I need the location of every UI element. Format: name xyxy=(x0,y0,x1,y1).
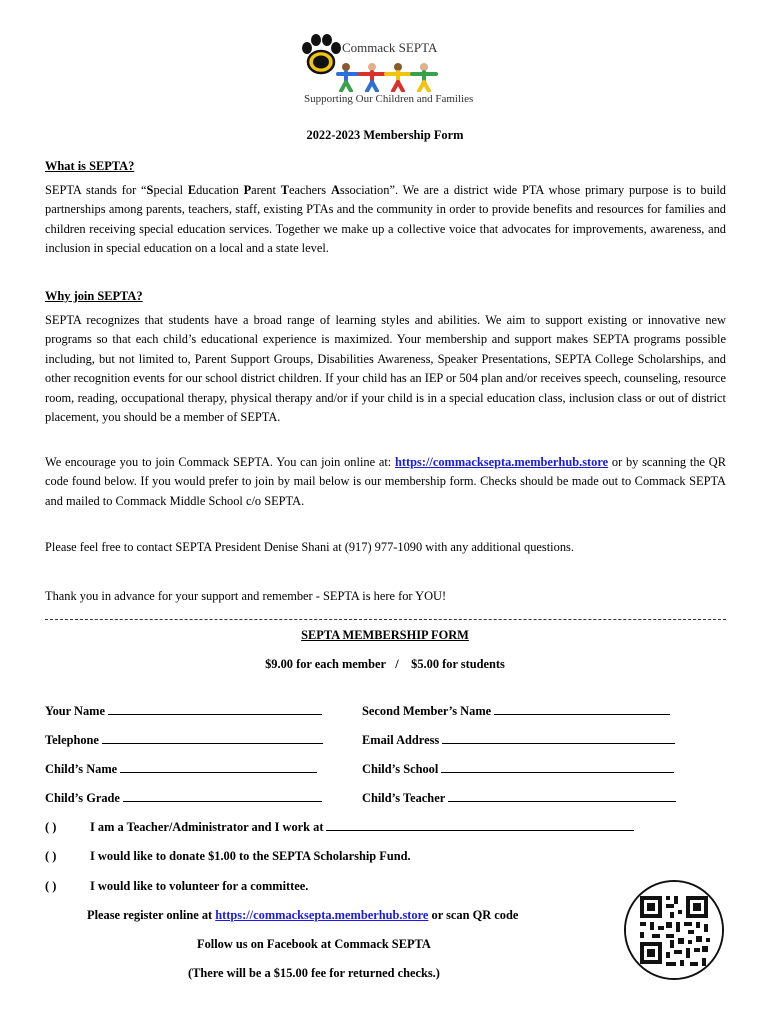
email-blank[interactable] xyxy=(442,731,675,744)
email-label: Email Address xyxy=(362,733,440,747)
what-heading: What is SEPTA? xyxy=(45,159,135,173)
option-teacher-label: I am a Teacher/Administrator and I work at xyxy=(90,820,324,834)
child-school-label: Child’s School xyxy=(362,762,439,776)
option-donate-label: I would like to donate $1.00 to the SEPTA Scholarship Fund. xyxy=(90,849,411,863)
acronym-a: A xyxy=(330,183,340,197)
acronym-s: S xyxy=(146,183,154,197)
your-name-label: Your Name xyxy=(45,704,105,718)
why-paragraph xyxy=(45,311,726,427)
option-volunteer-checkbox[interactable]: ( ) xyxy=(45,879,57,893)
membership-title: SEPTA MEMBERSHIP FORM xyxy=(301,628,469,642)
child-teacher-field[interactable] xyxy=(362,789,676,808)
child-grade-field[interactable] xyxy=(45,789,322,808)
membership-prices xyxy=(0,655,770,674)
option-donate-checkbox[interactable]: ( ) xyxy=(45,849,57,863)
child-name-field[interactable] xyxy=(45,760,317,779)
what-lead: SEPTA stands for “ xyxy=(45,183,147,197)
form-title: 2022-2023 Membership Form xyxy=(306,128,464,142)
join-online-link[interactable]: https://commacksepta.memberhub.store xyxy=(394,455,609,469)
your-name-field[interactable] xyxy=(45,702,322,721)
why-heading: Why join SEPTA? xyxy=(45,289,143,303)
child-teacher-blank[interactable] xyxy=(448,789,676,802)
child-name-blank[interactable] xyxy=(120,760,317,773)
septa-logo xyxy=(296,30,480,110)
acronym-e-rest: ducation xyxy=(196,183,244,197)
option-volunteer[interactable] xyxy=(45,877,308,896)
acronym-p: P xyxy=(243,183,252,197)
price-student: $5.00 for students xyxy=(411,657,505,671)
telephone-label: Telephone xyxy=(45,733,99,747)
encourage-after: or by scanning the QR code found below. If you would prefer to join by mail below is our membership form. Checks should be made out to Commack SEPTA and mailed to Commack Middle School c/o SEPTA. xyxy=(45,455,726,508)
encourage-paragraph xyxy=(45,453,726,511)
option-teacher[interactable] xyxy=(45,818,634,837)
child-teacher-label: Child’s Teacher xyxy=(362,791,446,805)
acronym-e: E xyxy=(187,183,197,197)
child-school-blank[interactable] xyxy=(441,760,674,773)
logo-name: Commack SEPTA xyxy=(342,40,438,55)
what-body: ”. We are a district wide PTA whose primary purpose is to build partnerships among parents, teachers, staff, existing PTAs and the community in order to provide benefits and resources for families and children receiving special education services. Together we make up a collective voice that advocates for improvements, awareness, and inclusion in special education on a local and a state level. xyxy=(45,183,726,256)
child-name-label: Child’s Name xyxy=(45,762,118,776)
register-link[interactable]: https://commacksepta.memberhub.store xyxy=(215,908,429,922)
your-name-blank[interactable] xyxy=(108,702,322,715)
acronym-s-rest: pecial xyxy=(153,183,188,197)
contact-text: Please feel free to contact SEPTA President Denise Shani at (917) 977-1090 with any additional questions. xyxy=(45,540,574,554)
second-member-label: Second Member’s Name xyxy=(362,704,492,718)
cut-line xyxy=(45,619,726,620)
acronym-t: T xyxy=(280,183,289,197)
child-grade-blank[interactable] xyxy=(123,789,322,802)
acronym-p-rest: arent xyxy=(251,183,281,197)
price-member: $9.00 for each member xyxy=(265,657,386,671)
second-member-field[interactable] xyxy=(362,702,670,721)
option-volunteer-label: I would like to volunteer for a committee. xyxy=(90,879,309,893)
acronym-a-rest: ssociation xyxy=(339,183,390,197)
second-member-blank[interactable] xyxy=(494,702,670,715)
option-teacher-blank[interactable] xyxy=(326,818,634,831)
encourage-before: We encourage you to join Commack SEPTA. You can join online at: xyxy=(45,455,395,469)
option-donate[interactable] xyxy=(45,847,411,866)
email-field[interactable] xyxy=(362,731,675,750)
children-figures-icon xyxy=(334,62,444,92)
price-separator: / xyxy=(395,657,399,671)
register-line xyxy=(87,906,518,925)
child-school-field[interactable] xyxy=(362,760,674,779)
child-grade-label: Child’s Grade xyxy=(45,791,120,805)
telephone-field[interactable] xyxy=(45,731,323,750)
thanks-text: Thank you in advance for your support and remember - SEPTA is here for YOU! xyxy=(45,589,447,603)
option-teacher-checkbox[interactable]: ( ) xyxy=(45,820,57,834)
register-after: or scan QR code xyxy=(428,908,519,922)
logo-tagline: Supporting Our Children and Families xyxy=(304,93,474,105)
what-paragraph xyxy=(45,181,726,259)
facebook-line: Follow us on Facebook at Commack SEPTA xyxy=(197,937,431,951)
qr-code-icon[interactable] xyxy=(624,880,724,980)
qr-code-graphic xyxy=(626,882,722,978)
fee-line: (There will be a $15.00 fee for returned checks.) xyxy=(188,966,440,980)
acronym-t-rest: eachers xyxy=(288,183,331,197)
why-body: SEPTA recognizes that students have a broad range of learning styles and abilities. We aim to support existing or innovative new programs so that each child’s educational experience is maximized. Your membership and support makes SEPTA programs possible including, but not limited to, Parent Support Groups, Disabilities Awareness, Speaker Presentations, SEPTA College Scholarships, and other recognition events for our school district children. If your child has an IEP or 504 plan and/or receives speech, counseling, resource room, reading, occupational therapy, physical therapy and/or if your child is in a special education class, inclusion class or out of district placement, you should be a member of SEPTA. xyxy=(45,313,726,425)
register-before: Please register online at xyxy=(87,908,216,922)
telephone-blank[interactable] xyxy=(102,731,323,744)
